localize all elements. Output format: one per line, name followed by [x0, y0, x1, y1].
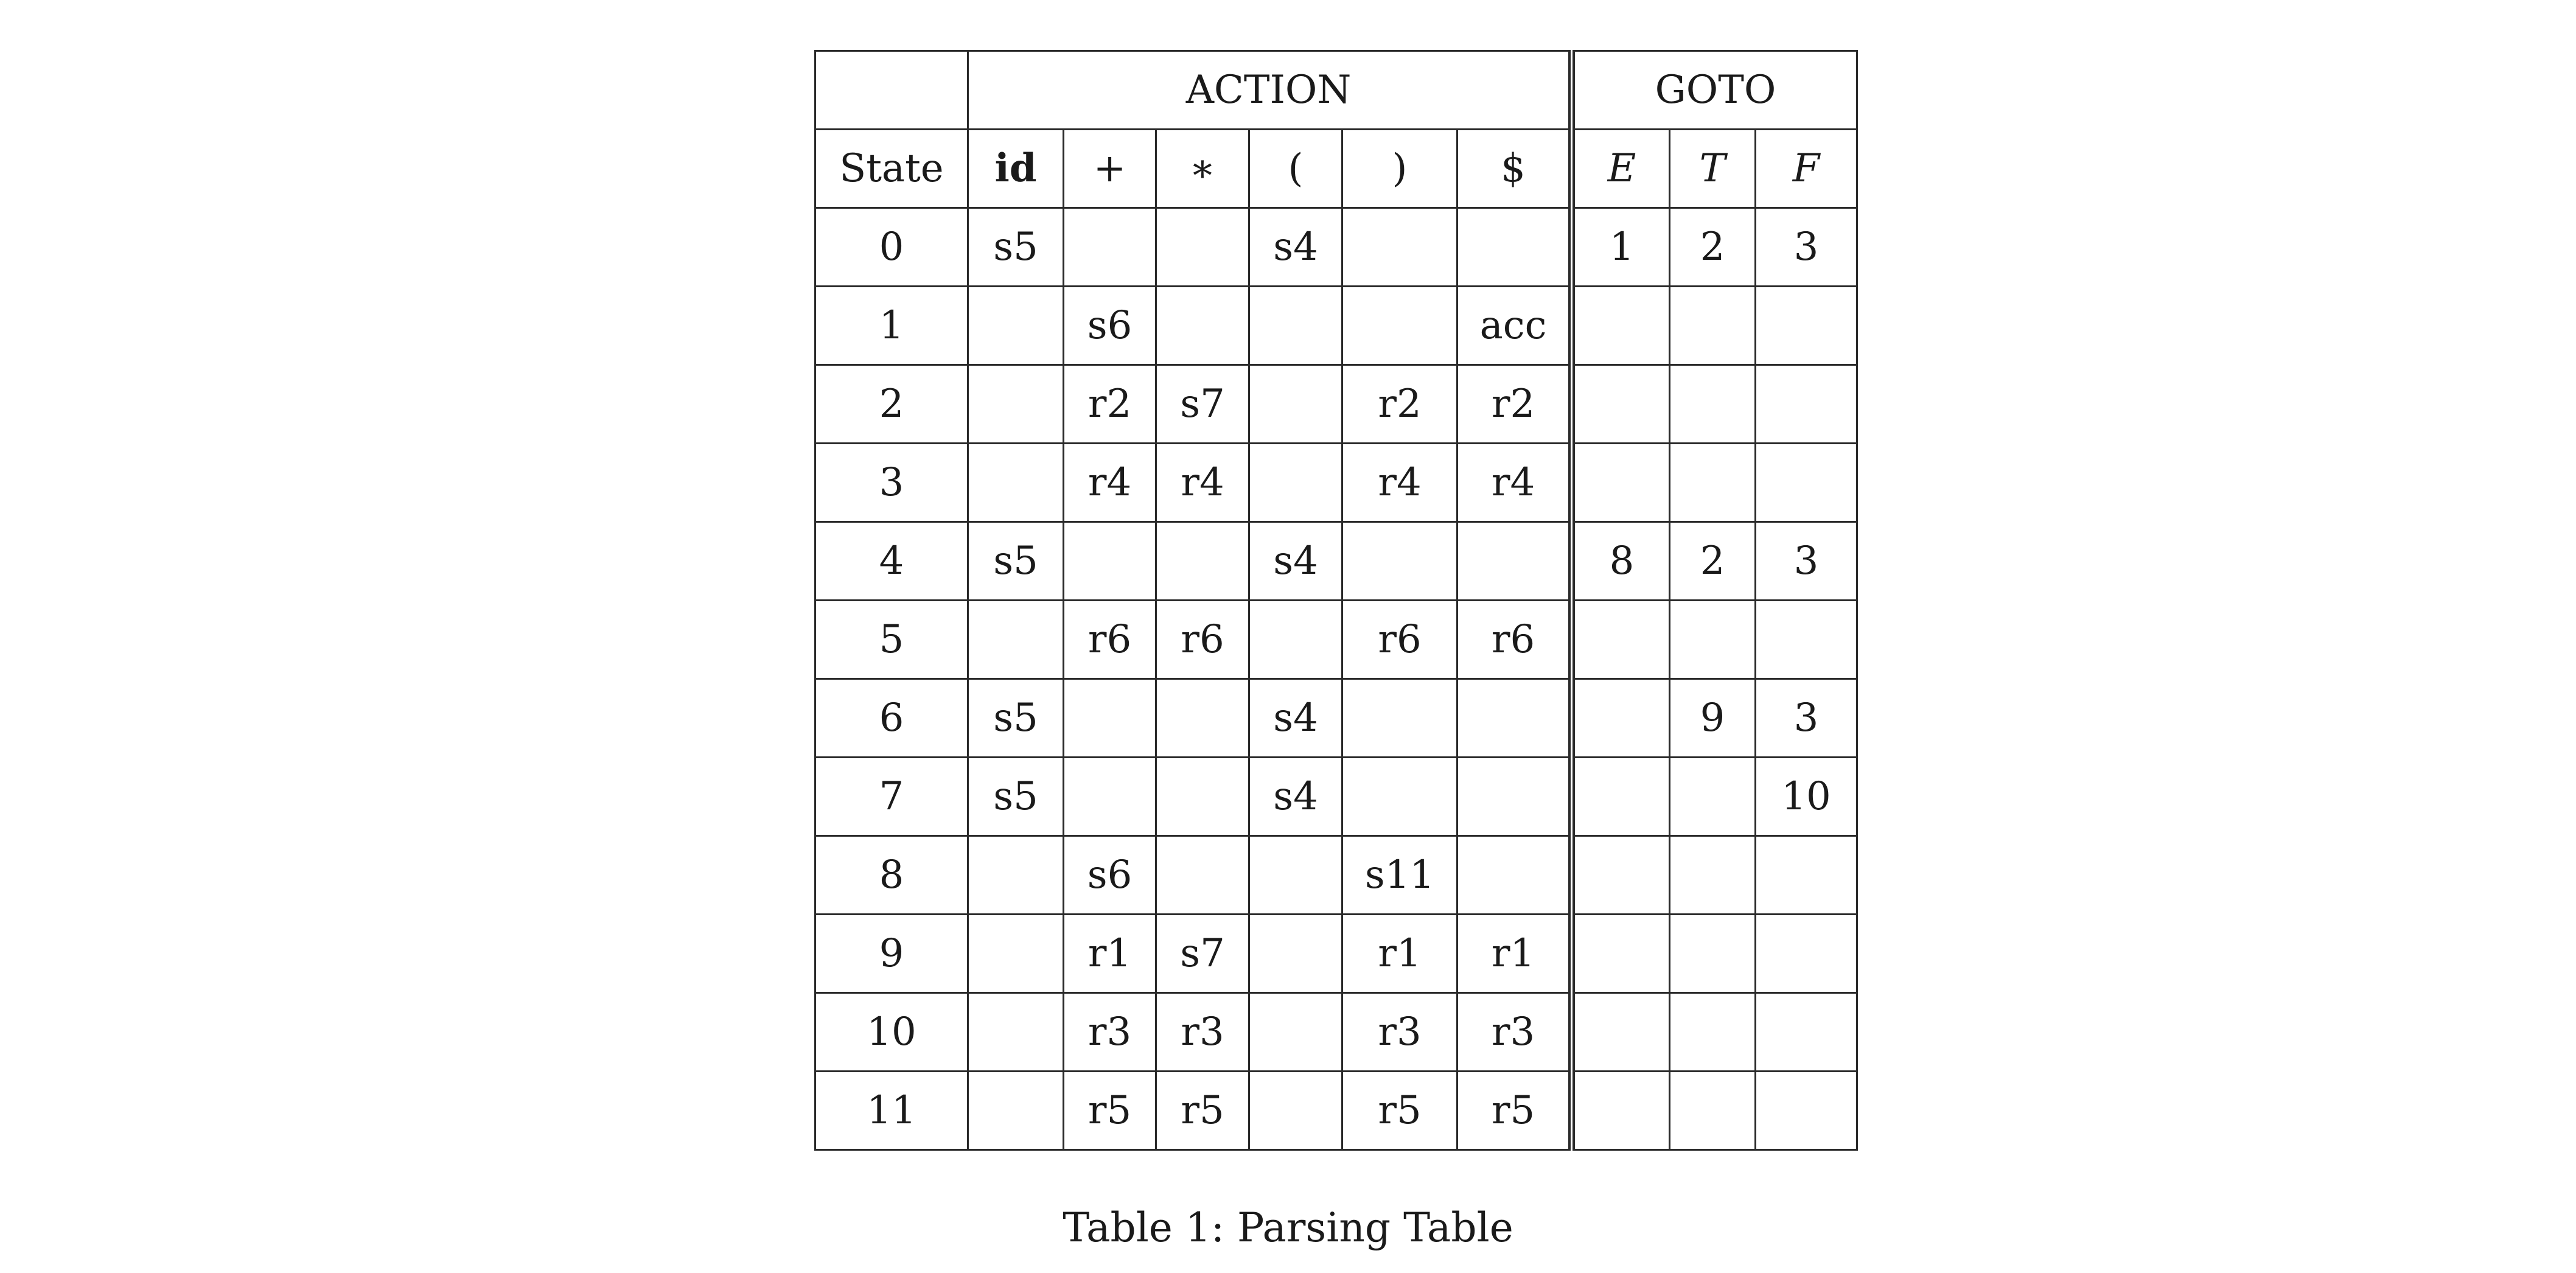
- action-cell: r4: [1156, 444, 1249, 522]
- goto-cell: [1670, 915, 1756, 993]
- goto-symbol-header: F: [1756, 130, 1857, 208]
- action-cell: r3: [1156, 993, 1249, 1072]
- action-cell: [1156, 679, 1249, 758]
- table-row: [815, 758, 1857, 836]
- goto-cell: [1670, 287, 1756, 365]
- corner-cell: [815, 51, 968, 130]
- goto-cell: [1572, 758, 1670, 836]
- action-cell: r4: [1457, 444, 1572, 522]
- action-cell: [1249, 444, 1342, 522]
- state-cell: 0: [815, 208, 968, 287]
- action-cell: s4: [1249, 522, 1342, 601]
- goto-cell: 3: [1756, 208, 1857, 287]
- action-cell: [968, 444, 1064, 522]
- goto-cell: [1756, 836, 1857, 915]
- goto-cell: 3: [1756, 679, 1857, 758]
- action-cell: s5: [968, 208, 1064, 287]
- action-cell: [1064, 758, 1156, 836]
- action-symbol-header: id: [968, 130, 1064, 208]
- state-cell: 2: [815, 365, 968, 444]
- action-cell: [1249, 993, 1342, 1072]
- table-caption: Table 1: Parsing Table: [1063, 1204, 1513, 1251]
- goto-cell: [1756, 915, 1857, 993]
- action-cell: [1064, 679, 1156, 758]
- parsing-table-container: [814, 50, 1856, 1151]
- action-cell: [1342, 758, 1457, 836]
- action-cell: [1342, 679, 1457, 758]
- action-cell: [1156, 287, 1249, 365]
- action-symbol-header: $: [1457, 130, 1572, 208]
- goto-cell: [1670, 365, 1756, 444]
- action-cell: [1249, 836, 1342, 915]
- goto-cell: [1756, 1072, 1857, 1150]
- table-row: [815, 444, 1857, 522]
- action-cell: s7: [1156, 915, 1249, 993]
- symbol-header-row: [815, 130, 1857, 208]
- action-cell: [1342, 208, 1457, 287]
- action-cell: r6: [1342, 601, 1457, 679]
- action-cell: s4: [1249, 208, 1342, 287]
- state-cell: 8: [815, 836, 968, 915]
- action-cell: r1: [1064, 915, 1156, 993]
- action-cell: r4: [1342, 444, 1457, 522]
- action-cell: r2: [1457, 365, 1572, 444]
- action-cell: r2: [1342, 365, 1457, 444]
- state-cell: 3: [815, 444, 968, 522]
- goto-cell: [1572, 601, 1670, 679]
- action-cell: [1156, 836, 1249, 915]
- action-cell: [1342, 522, 1457, 601]
- action-cell: [968, 915, 1064, 993]
- goto-cell: 2: [1670, 208, 1756, 287]
- goto-cell: [1572, 993, 1670, 1072]
- goto-cell: [1670, 601, 1756, 679]
- goto-cell: [1756, 287, 1857, 365]
- state-cell: 5: [815, 601, 968, 679]
- parsing-table: [814, 50, 1858, 1151]
- action-cell: [1457, 522, 1572, 601]
- action-cell: [968, 365, 1064, 444]
- state-cell: 10: [815, 993, 968, 1072]
- action-cell: s7: [1156, 365, 1249, 444]
- goto-cell: 2: [1670, 522, 1756, 601]
- goto-cell: [1756, 993, 1857, 1072]
- goto-cell: [1670, 758, 1756, 836]
- table-row: [815, 522, 1857, 601]
- goto-cell: [1572, 679, 1670, 758]
- action-symbol-header: (: [1249, 130, 1342, 208]
- goto-cell: [1572, 287, 1670, 365]
- action-cell: s4: [1249, 679, 1342, 758]
- action-cell: [1064, 208, 1156, 287]
- action-cell: r3: [1457, 993, 1572, 1072]
- goto-symbol-header: E: [1572, 130, 1670, 208]
- goto-cell: [1756, 601, 1857, 679]
- action-cell: [1064, 522, 1156, 601]
- goto-cell: 9: [1670, 679, 1756, 758]
- table-body: [815, 208, 1857, 1150]
- action-cell: [968, 601, 1064, 679]
- table-row: [815, 601, 1857, 679]
- state-cell: 4: [815, 522, 968, 601]
- goto-cell: [1756, 365, 1857, 444]
- action-cell: r5: [1457, 1072, 1572, 1150]
- action-cell: s5: [968, 679, 1064, 758]
- action-cell: [1156, 208, 1249, 287]
- goto-cell: [1572, 365, 1670, 444]
- action-cell: acc: [1457, 287, 1572, 365]
- action-cell: r2: [1064, 365, 1156, 444]
- action-cell: [1457, 208, 1572, 287]
- action-cell: s5: [968, 758, 1064, 836]
- action-cell: r6: [1457, 601, 1572, 679]
- action-cell: r1: [1457, 915, 1572, 993]
- action-cell: r5: [1064, 1072, 1156, 1150]
- goto-group-header: GOTO: [1572, 51, 1857, 130]
- action-cell: [1249, 365, 1342, 444]
- action-cell: r1: [1342, 915, 1457, 993]
- goto-cell: 8: [1572, 522, 1670, 601]
- action-cell: [968, 1072, 1064, 1150]
- state-column-header: State: [815, 130, 968, 208]
- action-cell: [1156, 522, 1249, 601]
- goto-cell: [1572, 836, 1670, 915]
- table-row: [815, 836, 1857, 915]
- table-row: [815, 365, 1857, 444]
- action-cell: [1342, 287, 1457, 365]
- state-cell: 1: [815, 287, 968, 365]
- state-cell: 9: [815, 915, 968, 993]
- goto-cell: [1670, 993, 1756, 1072]
- action-cell: s6: [1064, 287, 1156, 365]
- action-cell: [1457, 679, 1572, 758]
- action-cell: [1249, 915, 1342, 993]
- action-symbol-header: +: [1064, 130, 1156, 208]
- action-cell: [1249, 1072, 1342, 1150]
- action-cell: r3: [1342, 993, 1457, 1072]
- action-symbol-header: ∗: [1156, 130, 1249, 208]
- action-cell: [1249, 601, 1342, 679]
- goto-cell: 1: [1572, 208, 1670, 287]
- table-row: [815, 208, 1857, 287]
- goto-cell: [1670, 444, 1756, 522]
- action-cell: r5: [1342, 1072, 1457, 1150]
- action-cell: s4: [1249, 758, 1342, 836]
- goto-cell: 10: [1756, 758, 1857, 836]
- action-cell: [968, 287, 1064, 365]
- action-cell: s5: [968, 522, 1064, 601]
- goto-cell: [1572, 1072, 1670, 1150]
- action-symbol-header: ): [1342, 130, 1457, 208]
- action-cell: r3: [1064, 993, 1156, 1072]
- group-header-row: [815, 51, 1857, 130]
- action-cell: s6: [1064, 836, 1156, 915]
- goto-cell: [1756, 444, 1857, 522]
- action-cell: [968, 836, 1064, 915]
- table-row: [815, 679, 1857, 758]
- state-cell: 7: [815, 758, 968, 836]
- action-cell: s11: [1342, 836, 1457, 915]
- action-cell: r5: [1156, 1072, 1249, 1150]
- action-cell: r4: [1064, 444, 1156, 522]
- table-row: [815, 1072, 1857, 1150]
- state-cell: 6: [815, 679, 968, 758]
- goto-cell: [1572, 444, 1670, 522]
- action-cell: [1457, 758, 1572, 836]
- action-cell: [1457, 836, 1572, 915]
- table-row: [815, 993, 1857, 1072]
- action-group-header: ACTION: [968, 51, 1572, 130]
- state-cell: 11: [815, 1072, 968, 1150]
- table-row: [815, 915, 1857, 993]
- table-row: [815, 287, 1857, 365]
- goto-cell: [1670, 1072, 1756, 1150]
- action-cell: r6: [1064, 601, 1156, 679]
- goto-cell: [1572, 915, 1670, 993]
- action-cell: [1156, 758, 1249, 836]
- goto-cell: [1670, 836, 1756, 915]
- action-cell: [1249, 287, 1342, 365]
- action-cell: r6: [1156, 601, 1249, 679]
- goto-symbol-header: T: [1670, 130, 1756, 208]
- goto-cell: 3: [1756, 522, 1857, 601]
- action-cell: [968, 993, 1064, 1072]
